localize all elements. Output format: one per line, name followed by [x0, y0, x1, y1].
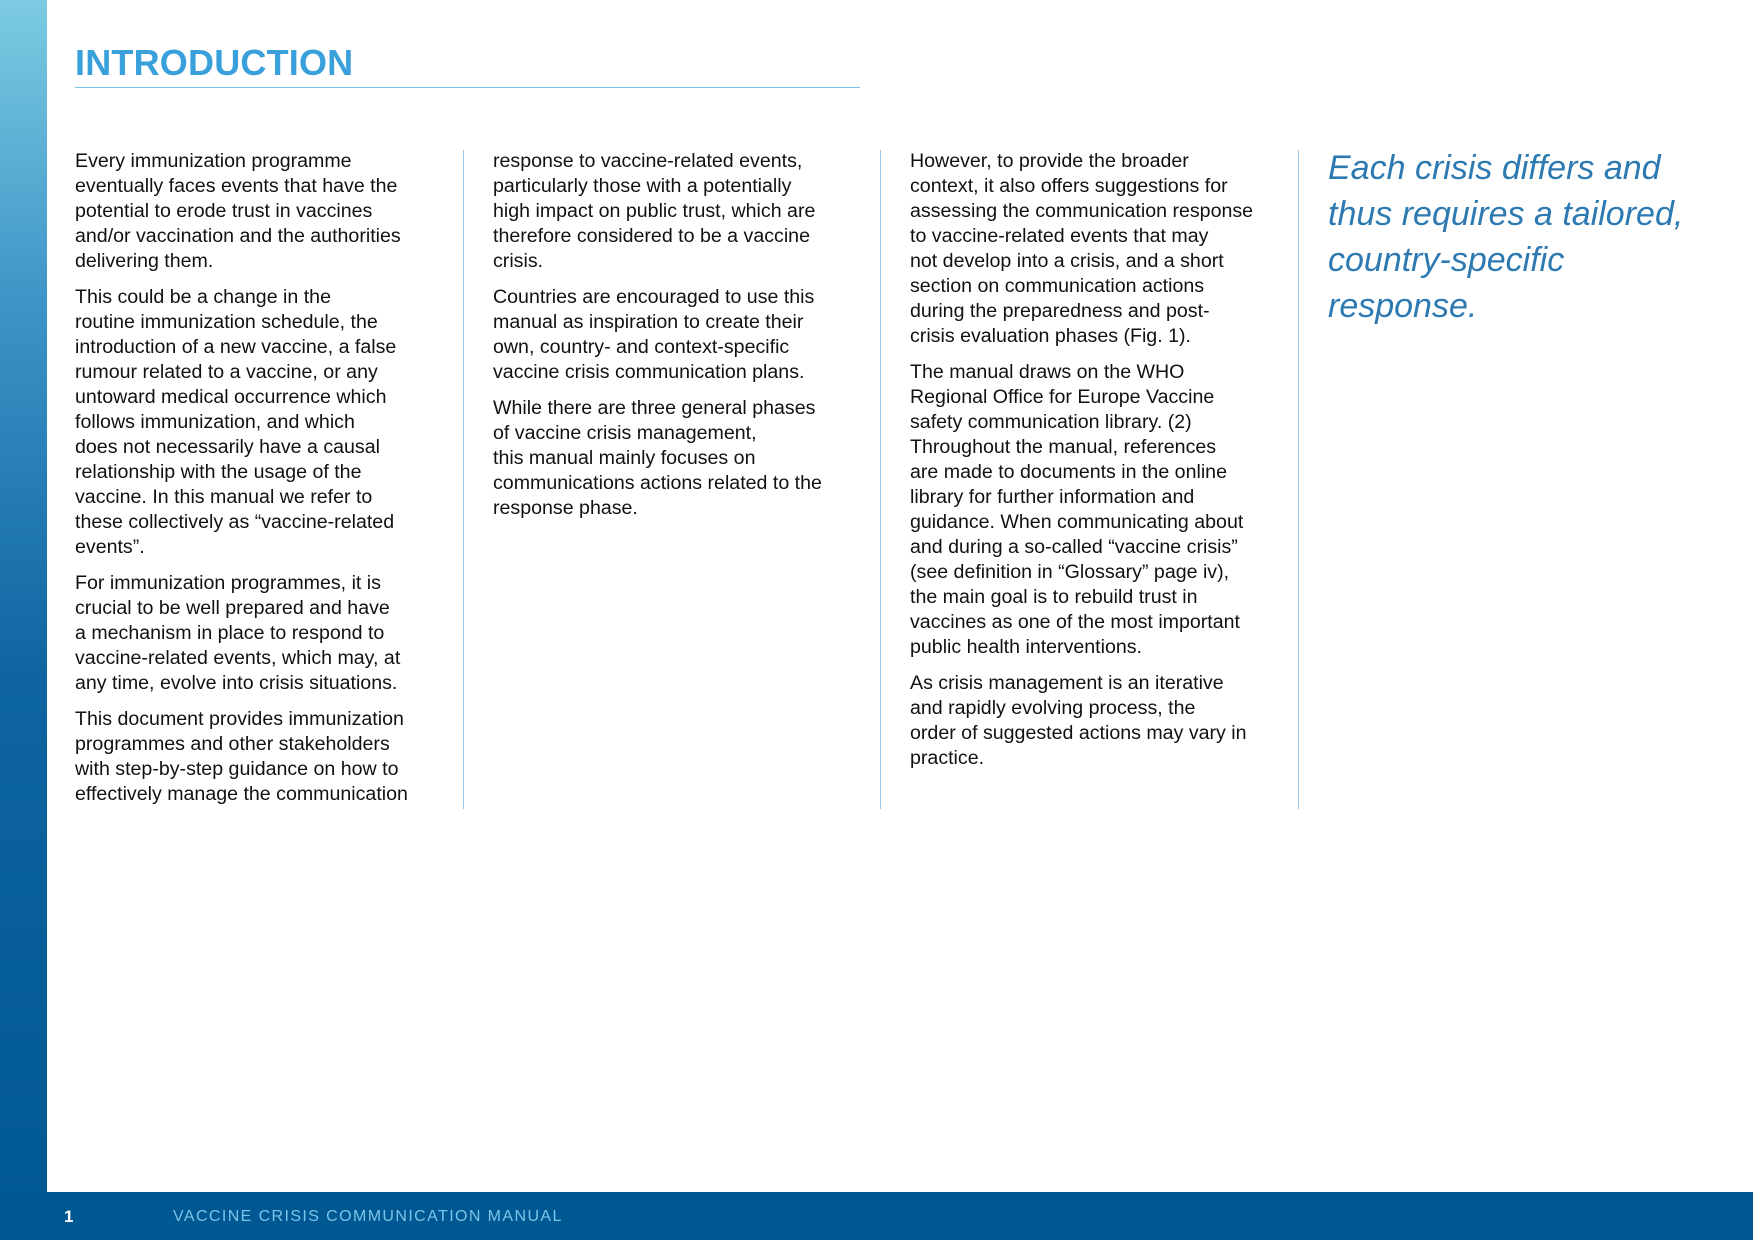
text-line: rumour related to a vaccine, or any: [75, 361, 378, 383]
text-line: routine immunization schedule, the: [75, 311, 378, 333]
text-line: Throughout the manual, references: [910, 436, 1217, 458]
text-line: of vaccine crisis management,: [493, 422, 757, 444]
paragraph: [493, 396, 863, 521]
text-line: section on communication actions: [910, 275, 1205, 297]
pull-quote-line: country-specific: [1328, 241, 1565, 279]
text-line: This document provides immunization: [75, 708, 404, 730]
text-line: Every immunization programme: [75, 150, 352, 172]
pull-quote: [1328, 145, 1728, 329]
side-gradient-band: [0, 0, 47, 1240]
text-line: assessing the communication response: [910, 200, 1254, 222]
body-column-1: [75, 149, 445, 818]
page-number: 1: [64, 1207, 74, 1226]
pull-quote-line: response.: [1328, 287, 1478, 325]
text-line: communications actions related to the: [493, 472, 822, 494]
text-line: eventually faces events that have the: [75, 175, 398, 197]
text-line: the main goal is to rebuild trust in: [910, 586, 1198, 608]
text-line: during the preparedness and post-: [910, 300, 1210, 322]
text-line: any time, evolve into crisis situations.: [75, 672, 398, 694]
text-line: not develop into a crisis, and a short: [910, 250, 1224, 272]
text-line: relationship with the usage of the: [75, 461, 362, 483]
text-line: While there are three general phases: [493, 397, 816, 419]
paragraph: [75, 571, 445, 696]
column-divider-2: [880, 150, 881, 809]
text-line: programmes and other stakeholders: [75, 733, 390, 755]
text-line: events”.: [75, 536, 145, 558]
text-line: vaccines as one of the most important: [910, 611, 1240, 633]
text-line: Regional Office for Europe Vaccine: [910, 386, 1215, 408]
text-line: and/or vaccination and the authorities: [75, 225, 401, 247]
paragraph: [75, 285, 445, 560]
text-line: library for further information and: [910, 486, 1195, 508]
text-line: However, to provide the broader: [910, 150, 1189, 172]
paragraph: [910, 149, 1280, 349]
column-divider-3: [1298, 150, 1299, 809]
text-line: response phase.: [493, 497, 638, 519]
page-title: INTRODUCTION: [75, 42, 354, 83]
text-line: guidance. When communicating about: [910, 511, 1244, 533]
text-line: public health interventions.: [910, 636, 1143, 658]
paragraph: [75, 149, 445, 274]
text-line: these collectively as “vaccine-related: [75, 511, 395, 533]
text-line: The manual draws on the WHO: [910, 361, 1185, 383]
text-line: crucial to be well prepared and have: [75, 597, 390, 619]
text-line: and rapidly evolving process, the: [910, 697, 1196, 719]
text-line: are made to documents in the online: [910, 461, 1227, 483]
text-line: response to vaccine-related events,: [493, 150, 803, 172]
paragraph: [910, 671, 1280, 771]
text-line: particularly those with a potentially: [493, 175, 792, 197]
text-line: this manual mainly focuses on: [493, 447, 756, 469]
text-line: high impact on public trust, which are: [493, 200, 816, 222]
text-line: therefore considered to be a vaccine: [493, 225, 810, 247]
text-line: effectively manage the communication: [75, 783, 408, 805]
text-line: (see definition in “Glossary” page iv),: [910, 561, 1230, 583]
text-line: safety communication library. (2): [910, 411, 1192, 433]
text-line: practice.: [910, 747, 985, 769]
text-line: crisis evaluation phases (Fig. 1).: [910, 325, 1191, 347]
text-line: potential to erode trust in vaccines: [75, 200, 373, 222]
text-line: crisis.: [493, 250, 544, 272]
body-column-2: [493, 149, 863, 532]
text-line: introduction of a new vaccine, a false: [75, 336, 397, 358]
text-line: follows immunization, and which: [75, 411, 355, 433]
pull-quote-line: Each crisis differs and: [1328, 149, 1661, 187]
text-line: does not necessarily have a causal: [75, 436, 380, 458]
text-line: Countries are encouraged to use this: [493, 286, 815, 308]
text-line: vaccine. In this manual we refer to: [75, 486, 373, 508]
text-line: vaccine crisis communication plans.: [493, 361, 805, 383]
text-line: manual as inspiration to create their: [493, 311, 804, 333]
title-underline: [75, 87, 860, 88]
paragraph: [493, 285, 863, 385]
text-line: order of suggested actions may vary in: [910, 722, 1247, 744]
body-column-3: [910, 149, 1280, 782]
text-line: and during a so-called “vaccine crisis”: [910, 536, 1238, 558]
text-line: with step-by-step guidance on how to: [75, 758, 399, 780]
paragraph: [493, 149, 863, 274]
paragraph: [910, 360, 1280, 660]
text-line: delivering them.: [75, 250, 214, 272]
pull-quote-line: thus requires a tailored,: [1328, 195, 1684, 233]
text-line: This could be a change in the: [75, 286, 331, 308]
text-line: own, country- and context-specific: [493, 336, 790, 358]
column-divider-1: [463, 150, 464, 809]
text-line: to vaccine-related events that may: [910, 225, 1209, 247]
text-line: a mechanism in place to respond to: [75, 622, 385, 644]
text-line: context, it also offers suggestions for: [910, 175, 1228, 197]
text-line: untoward medical occurrence which: [75, 386, 387, 408]
paragraph: [75, 707, 445, 807]
text-line: vaccine-related events, which may, at: [75, 647, 401, 669]
text-line: As crisis management is an iterative: [910, 672, 1224, 694]
running-title: VACCINE CRISIS COMMUNICATION MANUAL: [173, 1208, 563, 1225]
text-line: For immunization programmes, it is: [75, 572, 381, 594]
